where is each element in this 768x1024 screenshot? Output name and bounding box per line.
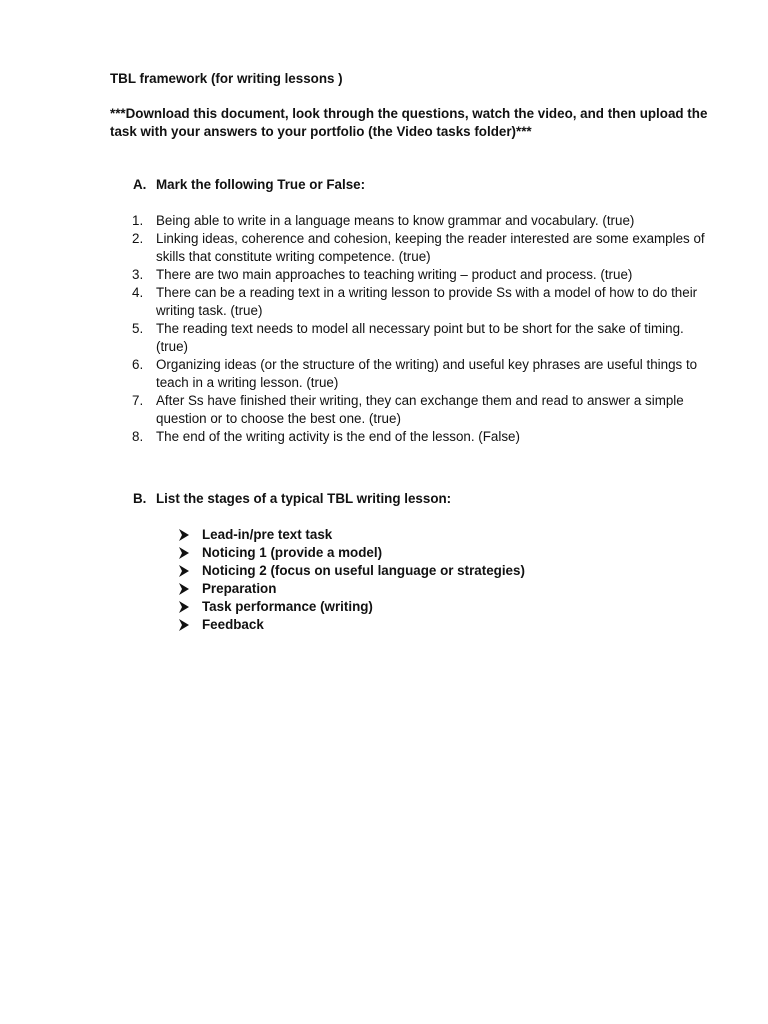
stage-label: Noticing 2 (focus on useful language or strategies) bbox=[202, 563, 525, 578]
arrow-bullet-icon bbox=[178, 619, 190, 631]
stage-item bbox=[178, 562, 525, 580]
list-item bbox=[130, 428, 710, 446]
section-b-letter: B. bbox=[133, 491, 147, 506]
list-item bbox=[130, 320, 710, 356]
arrow-bullet-icon bbox=[178, 583, 190, 595]
true-false-list bbox=[130, 212, 710, 446]
list-item bbox=[130, 212, 710, 230]
stage-label: Feedback bbox=[202, 617, 264, 632]
list-item bbox=[130, 266, 710, 284]
arrow-bullet-icon bbox=[178, 547, 190, 559]
item-text: Organizing ideas (or the structure of the writing) and useful key phrases are useful things to teach in a writing lesson. (true) bbox=[156, 357, 698, 390]
item-number: 8. bbox=[132, 429, 144, 444]
stages-list bbox=[178, 526, 525, 634]
item-text: There can be a reading text in a writing lesson to provide Ss with a model of how to do their writing task. (true) bbox=[156, 285, 698, 318]
item-number: 1. bbox=[132, 213, 144, 228]
stage-label: Lead-in/pre text task bbox=[202, 527, 333, 542]
item-number: 7. bbox=[132, 393, 144, 408]
arrow-bullet-icon bbox=[178, 601, 190, 613]
item-text: The reading text needs to model all necessary point but to be short for the sake of timing. (true) bbox=[156, 321, 684, 354]
stage-item bbox=[178, 526, 525, 544]
stage-item bbox=[178, 598, 525, 616]
stage-item bbox=[178, 544, 525, 562]
list-item bbox=[130, 230, 710, 266]
section-a-letter: A. bbox=[133, 177, 147, 192]
stage-label: Noticing 1 (provide a model) bbox=[202, 545, 383, 560]
item-text: Being able to write in a language means to know grammar and vocabulary. (true) bbox=[156, 213, 635, 228]
item-text: The end of the writing activity is the end of the lesson. (False) bbox=[156, 429, 520, 444]
document-title: TBL framework (for writing lessons ) bbox=[110, 71, 343, 86]
section-b-heading bbox=[133, 490, 451, 508]
item-number: 2. bbox=[132, 231, 144, 246]
list-item bbox=[130, 356, 710, 392]
item-number: 4. bbox=[132, 285, 144, 300]
list-item bbox=[130, 284, 710, 320]
item-text: There are two main approaches to teaching writing – product and process. (true) bbox=[156, 267, 633, 282]
section-a-heading bbox=[133, 176, 365, 194]
item-number: 6. bbox=[132, 357, 144, 372]
instructions-text: ***Download this document, look through the questions, watch the video, and then upload the task with your answers to your portfolio (the Video tasks folder)*** bbox=[110, 106, 708, 139]
item-number: 5. bbox=[132, 321, 144, 336]
arrow-bullet-icon bbox=[178, 565, 190, 577]
stage-label: Preparation bbox=[202, 581, 277, 596]
item-text: Linking ideas, coherence and cohesion, keeping the reader interested are some examples of skills that constitute writing competence. (true) bbox=[156, 231, 705, 264]
arrow-bullet-icon bbox=[178, 529, 190, 541]
stage-item bbox=[178, 616, 525, 634]
section-a-title: Mark the following True or False: bbox=[156, 177, 366, 192]
item-number: 3. bbox=[132, 267, 144, 282]
list-item bbox=[130, 392, 710, 428]
item-text: After Ss have finished their writing, they can exchange them and read to answer a simple question or to choose the best one. (true) bbox=[156, 393, 684, 426]
stage-item bbox=[178, 580, 525, 598]
section-b-title: List the stages of a typical TBL writing lesson: bbox=[156, 491, 452, 506]
stage-label: Task performance (writing) bbox=[202, 599, 373, 614]
